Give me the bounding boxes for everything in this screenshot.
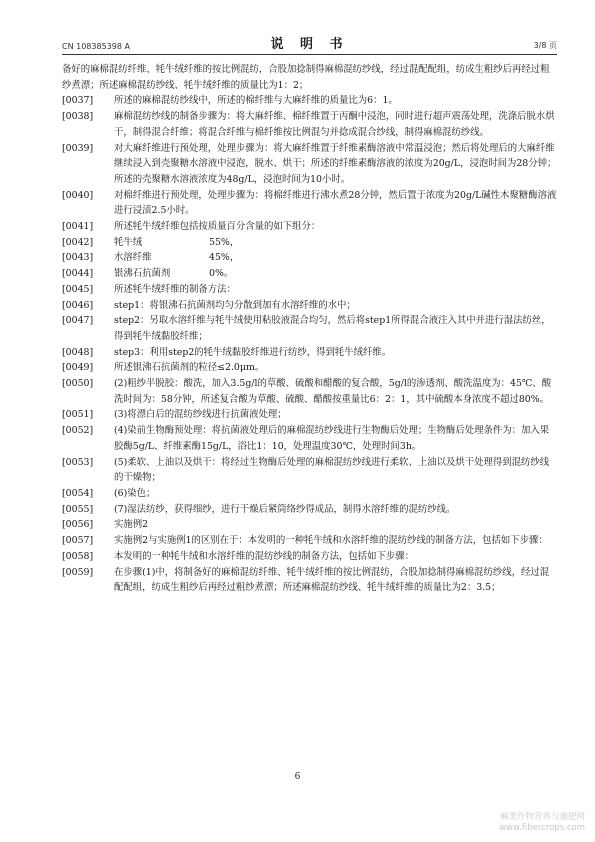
component-value: 55%， [209, 236, 240, 248]
paragraph-text: 对大麻纤维进行预处理，处理步骤为：将大麻纤维置于纤维素酶溶液中常温浸泡；然后将处理后的大麻纤维继续浸入到壳聚糖水溶液中浸泡，脱水、烘干；所述的纤维素酶溶液的浓度为20g/L，浸泡时间为28分钟；所述的壳聚糖水溶液浓度为48g/L，浸泡时间为10小时。 [114, 142, 557, 185]
component-value: 0%。 [209, 268, 234, 280]
paragraph [62, 549, 557, 565]
intro-paragraph: 备好的麻棉混纺纤维、牦牛绒纤维的按比例混纺，合股加捻制得麻棉混纺纱线，经过混配配组，纺成生粗纱后再经过粗纱煮漂；所述麻棉混纺纱线、牦牛绒纤维的质量比为1：2； [62, 64, 550, 91]
paragraph-text: (5)柔软、上油以及烘干：将经过生物酶后处理的麻棉混纺纱线进行柔软、上油以及烘干处理得到混纺纱线的干燥物； [114, 456, 550, 484]
paragraph-number: [0037] [62, 95, 94, 107]
paragraph-number: [0059] [62, 566, 94, 578]
paragraph [62, 235, 557, 251]
paragraph-number: [0056] [62, 519, 94, 531]
paragraph-number: [0050] [62, 378, 94, 390]
watermark-line1: 麻类作物营养与施肥网 [499, 812, 585, 822]
paragraph-number: [0039] [62, 142, 94, 154]
paragraph-text: 实施例2 [114, 519, 149, 531]
paragraph [62, 345, 557, 361]
paragraph [62, 266, 557, 282]
component-name: 水溶纤维 [114, 252, 152, 264]
paragraph-text: (3)将漂白后的混纺纱线进行抗菌液处理； [114, 409, 287, 421]
paragraph-text: (6)染色； [114, 487, 156, 499]
document-title: 说 明 书 [270, 37, 349, 52]
paragraph-text: 在步骤(1)中，将制备好的麻棉混纺纤维、牦牛绒纤维的按比例混纺，合股加捻制得麻棉混纺纱线，经过混配配组，纺成生粗纱后再经过粗纱煮漂；所述麻棉混纺纱线、牦牛绒纤维的质量比为2：3.5； [114, 566, 550, 594]
component-value: 45%， [209, 252, 240, 264]
paragraph [62, 141, 557, 188]
paragraph-text: 所述牦牛绒纤维包括按质量百分含量的如下组分： [114, 221, 321, 233]
paragraph-number: [0040] [62, 189, 94, 201]
paragraph-text: (4)染前生物酶预处理：将抗菌液处理后的麻棉混纺纱线进行生物酶后处理；生物酶后处理条件为：加入果胶酶5g/L、纤维素酶15g/L，浴比1：10，处理温度30℃，处理时间3h。 [114, 425, 550, 452]
paragraph-number: [0045] [62, 283, 94, 295]
paragraph-number: [0048] [62, 346, 94, 358]
component-row [114, 235, 557, 251]
paragraph-text: step1：将银沸石抗菌剂均匀分散到加有水溶纤维的水中； [114, 299, 356, 311]
paragraph [62, 93, 557, 109]
paragraph [62, 313, 557, 344]
document-body [62, 62, 557, 596]
paragraph-number: [0042] [62, 236, 94, 248]
watermark-line2: www.fibercrops.com [499, 823, 585, 833]
paragraph-text: (7)湿法纺纱，获得细纱，进行干燥后紧筒络纱得成品，制得水溶纤维的混纺纱线。 [114, 503, 456, 515]
page-header [62, 34, 557, 55]
paragraph-text: (2)粗纱半脱胶：酸洗，加入3.5g/l的草酸、硫酸和醋酸的复合酸，5g/l的渗透剂、酸洗温度为：45℃、酸洗时间为：58分钟，所述复合酸为草酸、硫酸、醋酸按重量比6：2：1，其中硫酸本身浓度不超过80%。 [114, 378, 552, 405]
paragraph [62, 455, 557, 486]
paragraph [62, 282, 557, 298]
paragraph [62, 502, 557, 518]
paragraph [62, 486, 557, 502]
paragraph-text: 实施例2与实施例1的区别在于：本发明的一种牦牛绒和水溶纤维的混纺纱线的制备方法，包括如下步骤： [114, 535, 548, 547]
paragraph-text: 所述银沸石抗菌剂的粒径≤2.0μm。 [114, 362, 265, 374]
paragraph [62, 219, 557, 235]
paragraph-text: step2：另取水溶纤维与牦牛绒使用粘胶液混合均匀，然后将step1所得混合液注入其中并进行湿法纺丝，得到牦牛绒黏胶纤维； [114, 315, 551, 342]
paragraph-number: [0046] [62, 299, 94, 311]
paragraph [62, 407, 557, 423]
page-number: 6 [294, 772, 301, 782]
paragraph [62, 533, 557, 549]
paragraph [62, 188, 557, 219]
component-name: 银沸石抗菌剂 [114, 268, 171, 280]
paragraph-number: [0049] [62, 362, 94, 374]
paragraph-text: 所述牦牛绒纤维的制备方法： [114, 283, 236, 295]
page-ratio: 3/8 页 [533, 41, 557, 50]
paragraph [62, 250, 557, 266]
paragraph-number: [0051] [62, 409, 94, 421]
paragraph [62, 360, 557, 376]
paragraph-number: [0054] [62, 487, 94, 499]
component-name: 牦牛绒 [114, 236, 143, 248]
component-row [114, 266, 557, 282]
paragraph-number: [0057] [62, 535, 94, 547]
paragraph-number: [0052] [62, 425, 94, 437]
paragraph-number: [0058] [62, 550, 94, 562]
paragraph-number: [0055] [62, 503, 94, 515]
paragraph-number: [0047] [62, 315, 94, 327]
paragraph [62, 109, 557, 140]
paragraph [62, 298, 557, 314]
paragraph [62, 565, 557, 596]
patent-number: CN 108385398 A [62, 42, 130, 51]
paragraph-text: 对棉纤维进行预处理，处理步骤为：将棉纤维进行沸水煮28分钟，然后置于浓度为20g/L碱性木聚糖酶溶液进行浸渍2.5小时。 [114, 189, 557, 217]
paragraph-number: [0053] [62, 456, 94, 468]
paragraph-text: 本发明的一种牦牛绒和水溶纤维的混纺纱线的制备方法，包括如下步骤： [114, 550, 415, 562]
paragraph [62, 423, 557, 454]
paragraph-number: [0043] [62, 252, 94, 264]
paragraph-number: [0041] [62, 221, 94, 233]
component-row [114, 250, 557, 266]
paragraph-text: step3：利用step2的牦牛绒黏胶纤维进行纺纱，得到牦牛绒纤维。 [114, 346, 392, 358]
watermark [499, 812, 585, 834]
paragraph-number: [0038] [62, 111, 94, 123]
paragraph [62, 517, 557, 533]
paragraph [62, 376, 557, 407]
paragraph-text: 所述的麻棉混纺纱线中，所述的棉纤维与大麻纤维的质量比为6：1。 [114, 95, 398, 107]
paragraph-number: [0044] [62, 268, 94, 280]
paragraph-text: 麻棉混纺纱线的制备步骤为：将大麻纤维、棉纤维置于丙酮中浸泡，同时进行超声震荡处理，洗涤后脱水烘干，制得混合纤维；将混合纤维与棉纤维按比例混匀并捻成混合纱线，制得麻棉混纺纱线。 [114, 111, 555, 138]
